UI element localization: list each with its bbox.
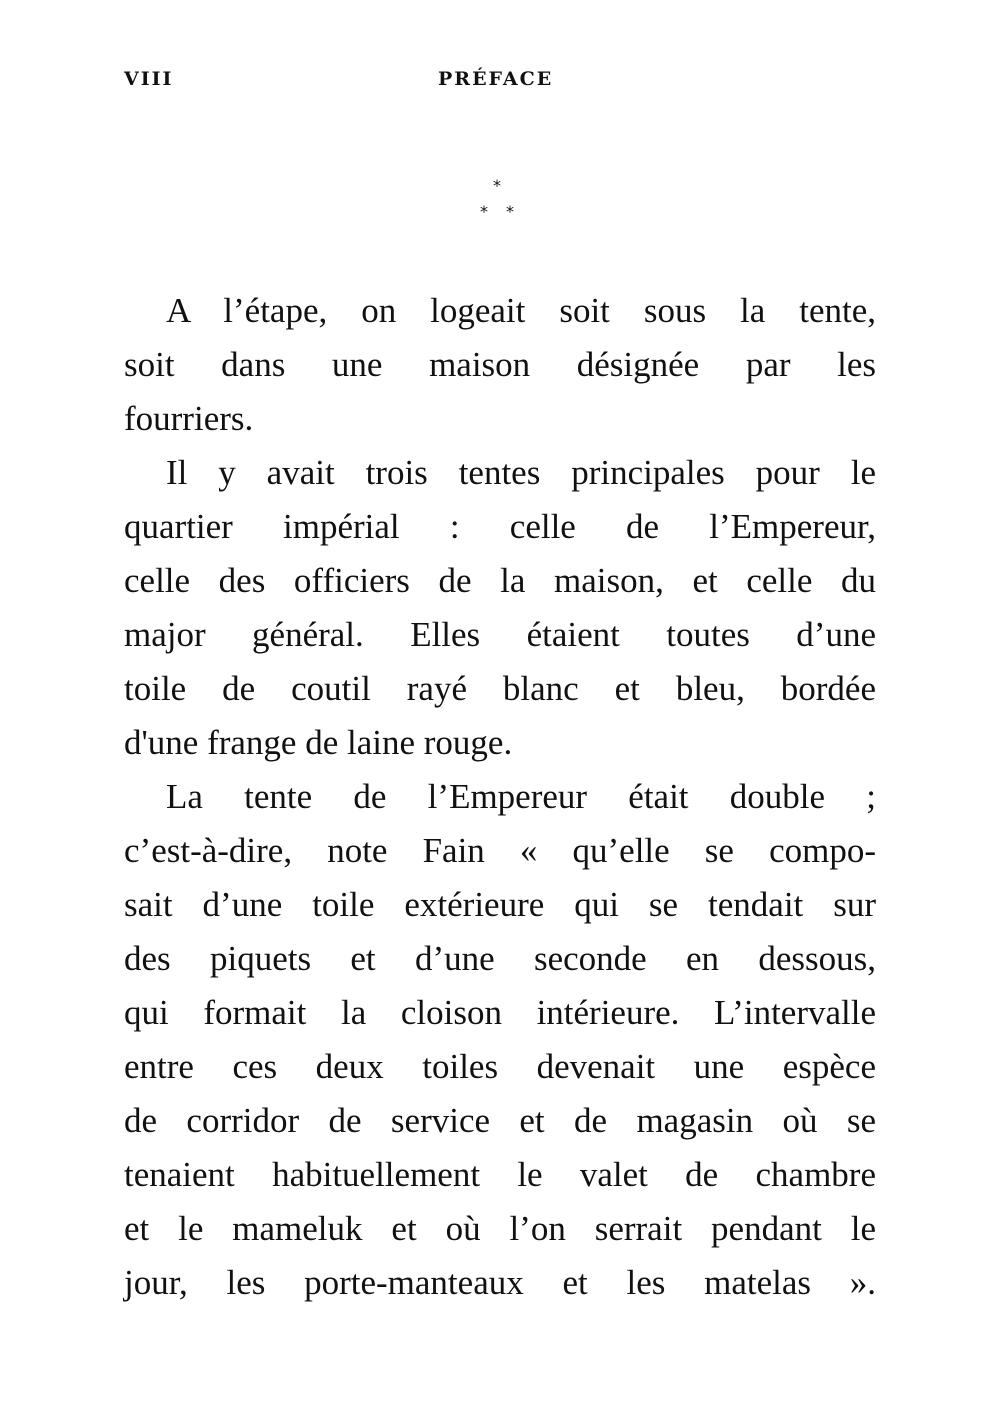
text-line: entre ces deux toiles devenait une espèce bbox=[124, 1047, 876, 1086]
running-title: PRÉFACE bbox=[438, 68, 554, 90]
text-line: major général. Elles étaient toutes d’une bbox=[124, 615, 876, 654]
text-line: soit dans une maison désignée par les bbox=[124, 345, 876, 384]
text-line: celle des officiers de la maison, et celle du bbox=[124, 561, 876, 600]
body-text bbox=[124, 284, 876, 1310]
text-line: La tente de l’Empereur était double ; bbox=[166, 777, 876, 816]
star-icon: * bbox=[493, 176, 501, 195]
paragraph-2 bbox=[124, 446, 876, 770]
text-line: toile de coutil rayé blanc et bleu, bordée bbox=[124, 669, 876, 708]
text-line: et le mameluk et où l’on serrait pendant le bbox=[124, 1209, 876, 1248]
text-line: fourriers. bbox=[124, 399, 254, 438]
text-line: quartier impérial : celle de l’Empereur, bbox=[124, 507, 876, 546]
text-line: c’est-à-dire, note Fain « qu’elle se compo- bbox=[124, 831, 876, 870]
text-line: de corridor de service et de magasin où se bbox=[124, 1101, 876, 1140]
running-head bbox=[124, 68, 876, 98]
text-line: A l’étape, on logeait soit sous la tente, bbox=[166, 291, 876, 330]
text-line: tenaient habituellement le valet de chambre bbox=[124, 1155, 876, 1194]
paragraph-3 bbox=[124, 770, 876, 1310]
star-icon: * bbox=[480, 202, 488, 221]
text-line: d'une frange de laine rouge. bbox=[124, 723, 513, 762]
text-line: jour, les porte-manteaux et les matelas ». bbox=[124, 1263, 876, 1302]
star-icon: * bbox=[506, 202, 514, 221]
text-line: sait d’une toile extérieure qui se tendait sur bbox=[124, 885, 876, 924]
asterism-ornament bbox=[470, 178, 530, 228]
text-line: qui formait la cloison intérieure. L’intervalle bbox=[124, 993, 876, 1032]
text-line: des piquets et d’une seconde en dessous, bbox=[124, 939, 876, 978]
paragraph-1 bbox=[124, 284, 876, 446]
text-line: Il y avait trois tentes principales pour le bbox=[166, 453, 876, 492]
page-number: VIII bbox=[124, 68, 174, 90]
